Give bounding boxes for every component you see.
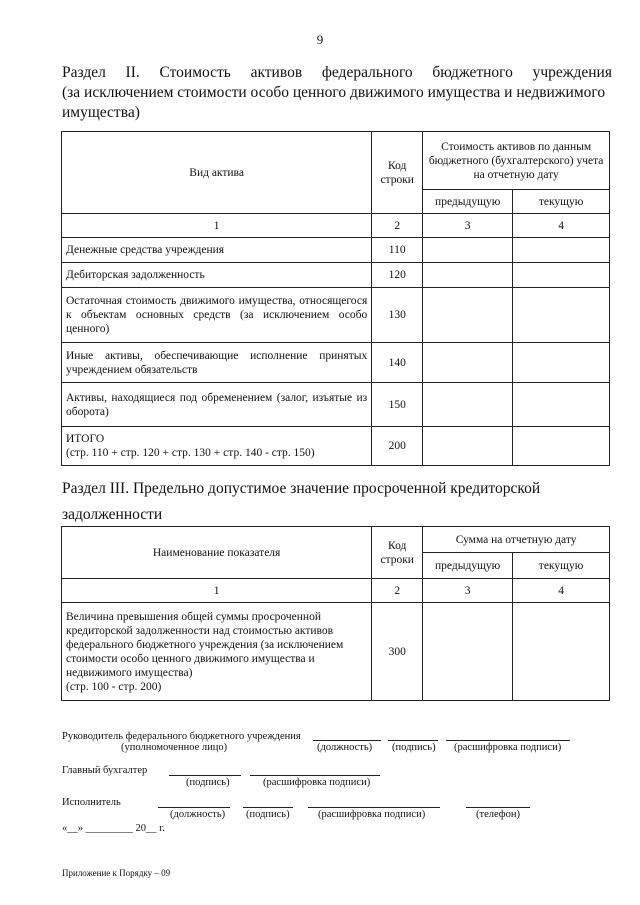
assets-table	[61, 131, 610, 466]
section2-title-line1	[62, 63, 612, 83]
column-number: 3	[423, 579, 513, 603]
value-current-cell	[513, 288, 610, 343]
decoding-caption: (расшифровка подписи)	[318, 809, 426, 820]
position-caption: (должность)	[317, 742, 373, 753]
table-row	[62, 603, 610, 701]
header-value-group: Стоимость активов по данным бюджетного (бухгалтерского) учета на отчетную дату	[423, 132, 610, 190]
header-indicator: Наименование показателя	[62, 527, 372, 579]
head-label: Руководитель федерального бюджетного учреждения	[62, 731, 301, 742]
footer-note: Приложение к Порядку – 09	[62, 868, 171, 878]
title-word: федерального	[321, 64, 413, 81]
section3-title	[62, 476, 612, 528]
title-word: бюджетного	[432, 64, 513, 81]
chief-accountant-label: Главный бухгалтер	[62, 765, 148, 776]
header-previous: предыдущую	[423, 190, 513, 214]
value-previous-cell	[423, 263, 513, 288]
row-name: Иные активы, обеспечивающие исполнение принятых учреждением обязательств	[62, 343, 372, 383]
row-code: 300	[372, 603, 423, 701]
header-current: текущую	[513, 553, 610, 579]
title-word: II.	[125, 64, 140, 81]
title-word: Раздел	[62, 64, 106, 81]
value-previous-cell	[423, 343, 513, 383]
section2-title-line2: (за исключением стоимости особо ценного движимого имущества и недвижимого	[62, 84, 606, 101]
executor-signature-line	[243, 807, 293, 808]
value-current-cell	[513, 343, 610, 383]
value-previous-cell	[423, 288, 513, 343]
head-position-line	[313, 740, 381, 741]
head-decoding-line	[446, 740, 570, 741]
row-code: 130	[372, 288, 423, 343]
row-code: 110	[372, 238, 423, 263]
signature-caption: (подпись)	[392, 742, 436, 753]
column-number: 2	[372, 214, 423, 238]
total-code: 200	[372, 427, 423, 466]
total-name-cell	[62, 427, 372, 466]
chief-decoding-line	[250, 775, 380, 776]
section2-title	[62, 63, 612, 123]
column-number: 1	[62, 579, 372, 603]
row-name-cell	[62, 603, 372, 701]
phone-caption: (телефон)	[476, 809, 520, 820]
signature-caption: (подпись)	[186, 777, 230, 788]
row-name: Дебиторская задолженность	[62, 263, 372, 288]
executor-phone-line	[466, 807, 530, 808]
payables-table	[61, 526, 610, 701]
value-previous-cell	[423, 427, 513, 466]
total-formula: (стр. 110 + стр. 120 + стр. 130 + стр. 140 - стр. 150)	[66, 447, 315, 459]
table-row	[62, 383, 610, 427]
value-previous-cell	[423, 383, 513, 427]
row-formula: (стр. 100 - стр. 200)	[66, 680, 162, 693]
row-name: Остаточная стоимость движимого имущества, относящегося к объектам основных средств (за исключением особо ценного)	[62, 288, 372, 343]
section2-title-line3: имущества)	[62, 104, 140, 121]
value-current-cell	[513, 238, 610, 263]
row-code: 140	[372, 343, 423, 383]
column-number: 4	[513, 579, 610, 603]
signature-caption: (подпись)	[246, 809, 290, 820]
chief-signature-line	[169, 775, 241, 776]
title-word: учреждения	[532, 64, 612, 81]
date-line: «__» _________ 20__ г.	[62, 823, 165, 834]
decoding-caption: (расшифровка подписи)	[263, 777, 371, 788]
title-word: активов	[250, 64, 303, 81]
header-amount-group: Сумма на отчетную дату	[423, 527, 610, 553]
value-previous-cell	[423, 603, 513, 701]
table-row	[62, 343, 610, 383]
row-name: Активы, находящиеся под обременением (залог, изъятые из оборота)	[62, 383, 372, 427]
value-current-cell	[513, 383, 610, 427]
header-previous: предыдущую	[423, 553, 513, 579]
total-row	[62, 427, 610, 466]
column-number: 1	[62, 214, 372, 238]
header-code: Код строки	[372, 527, 423, 579]
page-number: 9	[316, 32, 324, 47]
table-row	[62, 263, 610, 288]
total-label: ИТОГО	[66, 433, 105, 445]
column-number: 2	[372, 579, 423, 603]
executor-position-line	[158, 807, 230, 808]
value-current-cell	[513, 263, 610, 288]
row-code: 150	[372, 383, 423, 427]
row-name: Величина превышения общей суммы просроченной кредиторской задолженности над стоимостью активов федерального бюджетного учреждения (за исключением стоимости особо ценного движимого имущества и недвижимого имущества)	[66, 610, 344, 679]
section3-title-line1: Раздел III. Предельно допустимое значение просроченной кредиторской	[62, 480, 541, 497]
title-word: Стоимость	[159, 64, 231, 81]
table-row	[62, 288, 610, 343]
head-label-sub: (уполномоченное лицо)	[121, 742, 228, 753]
value-current-cell	[513, 427, 610, 466]
row-name: Денежные средства учреждения	[62, 238, 372, 263]
table-row	[62, 238, 610, 263]
executor-decoding-line	[308, 807, 440, 808]
head-signature-line	[388, 740, 438, 741]
section3-title-line2: задолженности	[62, 506, 163, 523]
column-number: 4	[513, 214, 610, 238]
executor-label: Исполнитель	[62, 797, 121, 808]
header-current: текущую	[513, 190, 610, 214]
row-code: 120	[372, 263, 423, 288]
value-current-cell	[513, 603, 610, 701]
value-previous-cell	[423, 238, 513, 263]
position-caption: (должность)	[170, 809, 226, 820]
header-code: Код строки	[372, 132, 423, 214]
decoding-caption: (расшифровка подписи)	[454, 742, 562, 753]
column-number: 3	[423, 214, 513, 238]
header-asset-type: Вид актива	[62, 132, 372, 214]
